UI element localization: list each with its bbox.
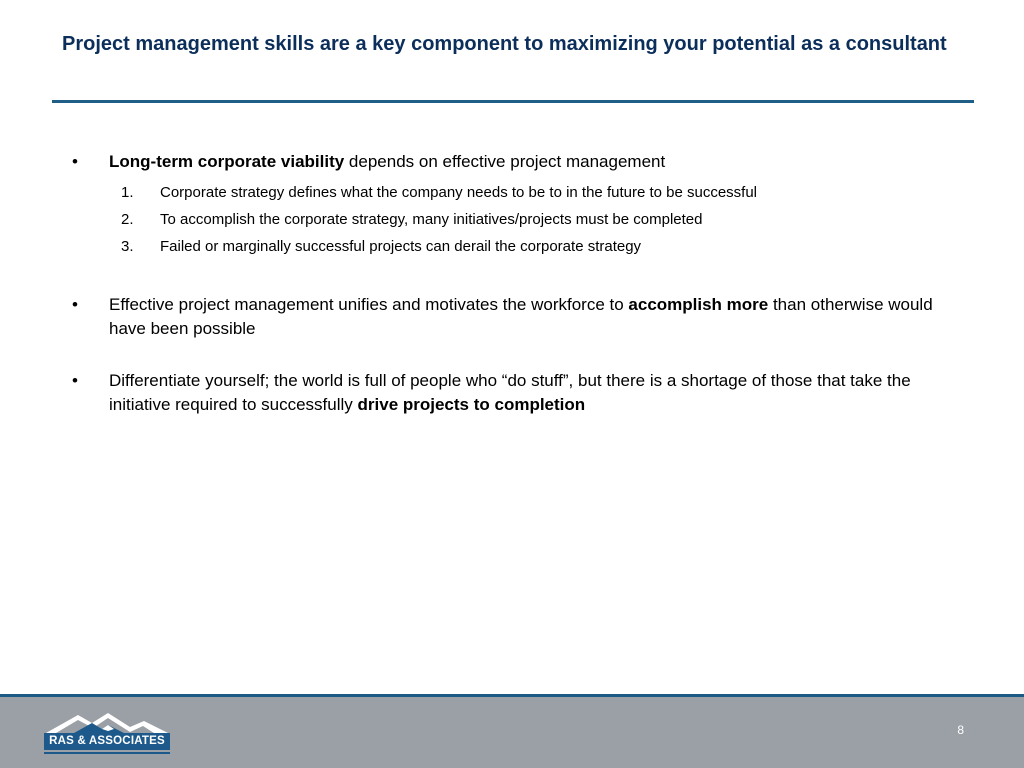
bullet-bold-text: accomplish more	[628, 295, 769, 314]
sublist-number: 1.	[121, 184, 134, 201]
slide-footer	[0, 694, 1024, 768]
bullet-text: Differentiate yourself; the world is full of people who “do stuff”, but there is a shortage of those that take the initiative required to successfully	[109, 371, 911, 414]
company-logo	[44, 711, 170, 755]
bullet-item	[0, 369, 1024, 417]
sublist-text: To accomplish the corporate strategy, many initiatives/projects must be completed	[160, 211, 703, 228]
bullet-text: depends on effective project management	[344, 152, 666, 171]
sublist-item	[109, 179, 934, 206]
sublist-number: 2.	[121, 211, 134, 228]
numbered-sublist	[109, 179, 934, 260]
bullet-item	[0, 150, 1024, 260]
title-divider	[52, 100, 974, 103]
sublist-item	[109, 206, 934, 233]
bullet-marker: •	[72, 371, 78, 390]
sublist-text: Failed or marginally successful projects can derail the corporate strategy	[160, 238, 642, 255]
sublist-item	[109, 233, 934, 260]
sublist-text: Corporate strategy defines what the company needs to be to in the future to be successful	[160, 184, 758, 201]
sublist-number: 3.	[121, 238, 134, 255]
slide-body	[0, 150, 1024, 417]
bullet-text: Effective project management unifies and motivates the workforce to	[109, 295, 629, 314]
bullet-bold-text: drive projects to completion	[357, 395, 586, 414]
logo-text: RAS & ASSOCIATES	[44, 733, 170, 750]
slide-title: Project management skills are a key component to maximizing your potential as a consultant	[62, 33, 947, 55]
bullet-bold-text: Long-term corporate viability	[109, 152, 345, 171]
bullet-marker: •	[72, 152, 78, 171]
bullet-item	[0, 293, 1024, 341]
logo-underline	[44, 752, 170, 754]
bullet-marker: •	[72, 295, 78, 314]
bullet-text-after: than otherwise would have been possible	[109, 295, 933, 338]
mountain-logo-icon	[44, 711, 170, 735]
page-number: 8	[957, 723, 964, 737]
